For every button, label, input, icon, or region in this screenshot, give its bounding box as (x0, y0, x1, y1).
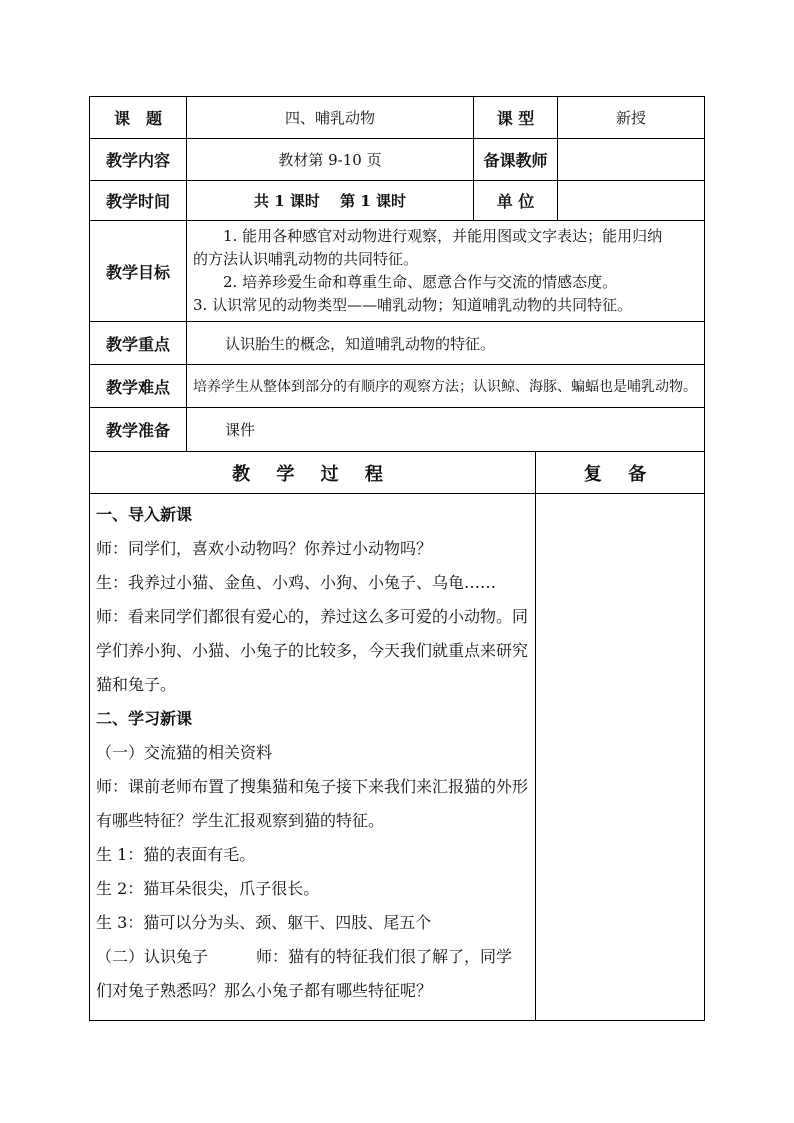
content-label: 教学内容 (90, 139, 187, 181)
time-label: 教学时间 (90, 181, 187, 221)
process-line: 师：课前老师布置了搜集猫和兔子接下来我们来汇报猫的外形 (96, 777, 529, 796)
teacher-value (558, 139, 705, 181)
process-line: （一）交流猫的相关资料 (96, 743, 273, 762)
unit-label: 单 位 (474, 181, 558, 221)
goal-line-4: 3. 认识常见的动物类型——哺乳动物；知道哺乳动物的共同特征。 (193, 296, 633, 314)
lesson-plan-page (89, 96, 704, 1021)
row-topic (90, 97, 705, 139)
row-process-body (90, 494, 705, 1021)
row-key-points (90, 322, 705, 365)
row-content (90, 139, 705, 181)
review-header: 复 备 (536, 452, 705, 494)
row-difficulties (90, 365, 705, 408)
row-goals (90, 221, 705, 322)
process-line: 生 1：猫的表面有毛。 (96, 845, 256, 864)
row-process-header (90, 452, 705, 494)
difficulties-label: 教学难点 (90, 365, 187, 408)
process-line: 学们养小狗、小猫、小兔子的比较多，今天我们就重点来研究 (96, 641, 529, 660)
unit-value (558, 181, 705, 221)
type-value: 新授 (558, 97, 705, 139)
process-line: 二、学习新课 (96, 709, 193, 728)
process-line: 一、导入新课 (96, 505, 193, 524)
row-preparation (90, 408, 705, 452)
lesson-plan-table (89, 96, 705, 1021)
goals-value (187, 221, 705, 322)
process-line: 生 3：猫可以分为头、颈、躯干、四肢、尾五个 (96, 913, 432, 932)
process-line: 生：我养过小猫、金鱼、小鸡、小狗、小兔子、乌龟…… (96, 573, 497, 592)
preparation-label: 教学准备 (90, 408, 187, 452)
process-line: 生 2：猫耳朵很尖，爪子很长。 (96, 879, 320, 898)
difficulties-value: 培养学生从整体到部分的有顺序的观察方法；认识鲸、海豚、蝙蝠也是哺乳动物。 (187, 365, 705, 408)
review-body (536, 494, 705, 1021)
row-time (90, 181, 705, 221)
process-line: 们对兔子熟悉吗？那么小兔子都有哪些特征呢？ (96, 981, 433, 1000)
goal-line-2: 的方法认识哺乳动物的共同特征。 (193, 250, 419, 268)
goal-line-1: 1. 能用各种感官对动物进行观察，并能用图或文字表达；能用归纳 (223, 227, 663, 245)
preparation-value: 课件 (187, 408, 705, 452)
goals-label: 教学目标 (90, 221, 187, 322)
process-line: 有哪些特征？学生汇报观察到猫的特征。 (96, 811, 385, 830)
goal-line-3: 2. 培养珍爱生命和尊重生命、愿意合作与交流的情感态度。 (223, 273, 618, 291)
topic-label: 课 题 (90, 97, 187, 139)
process-line: 猫和兔子。 (96, 675, 177, 694)
key-points-value: 认识胎生的概念，知道哺乳动物的特征。 (187, 322, 705, 365)
topic-value: 四、哺乳动物 (187, 97, 474, 139)
process-line: 师：看来同学们都很有爱心的，养过这么多可爱的小动物。同 (96, 607, 529, 626)
process-header: 教 学 过 程 (90, 452, 536, 494)
type-label: 课 型 (474, 97, 558, 139)
content-value: 教材第 9-10 页 (187, 139, 474, 181)
process-line: （二）认识兔子 师：猫有的特征我们很了解了，同学 (96, 947, 513, 966)
key-points-label: 教学重点 (90, 322, 187, 365)
process-line: 师：同学们，喜欢小动物吗？你养过小动物吗？ (96, 539, 433, 558)
process-body (90, 494, 536, 1021)
time-value: 共 1 课时 第 1 课时 (187, 181, 474, 221)
teacher-label: 备课教师 (474, 139, 558, 181)
